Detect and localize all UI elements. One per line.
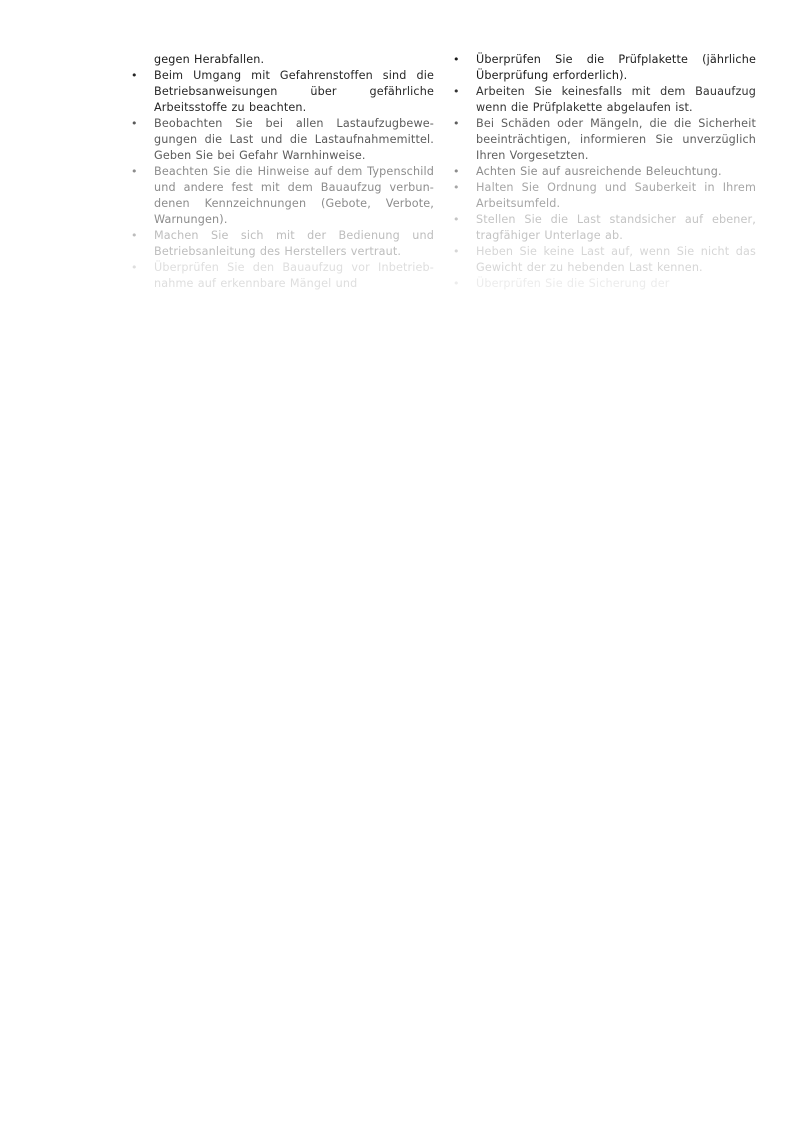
list-item-text: Beachten Sie die Hinweise auf dem Typenschild und andere fest mit dem Bauaufzug verbun-denen Kennzeichnungen (Gebote, Verbote, Warnungen). [154,165,434,226]
list-item [453,212,756,244]
bullet-icon: • [453,277,460,290]
list-item-text: Machen Sie sich mit der Bedienung und Betriebsanleitung des Herstellers vertraut. [154,229,434,258]
bullet-icon: • [453,245,460,258]
list-item-text: Achten Sie auf ausreichende Beleuchtung. [476,165,722,178]
list-item [131,228,434,260]
bullet-icon: • [131,261,138,274]
list-item [131,164,434,228]
list-item-text: Beim Umgang mit Gefahrenstoffen sind die Betriebsanweisungen über gefährliche Arbeitsstoffe zu beachten. [154,69,434,114]
list-item-text: Beobachten Sie bei allen Lastaufzugbewe-gungen die Last und die Lastaufnahmemittel. Geben Sie bei Gefahr Warnhinweise. [154,117,434,162]
bullet-icon: • [131,165,138,178]
list-item-text: Arbeiten Sie keinesfalls mit dem Bauaufzug wenn die Prüfplakette abgelaufen ist. [476,85,756,114]
list-item-text: Halten Sie Ordnung und Sauberkeit in Ihrem Arbeitsumfeld. [476,181,756,210]
list-item [131,68,434,116]
list-item [453,116,756,164]
bullet-icon: • [453,53,460,66]
list-item [131,116,434,164]
list-item-text: Heben Sie keine Last auf, wenn Sie nicht das Gewicht der zu hebenden Last kennen. [476,245,756,274]
bullet-icon: • [131,229,138,242]
bullet-icon: • [131,69,138,82]
list-item [453,84,756,116]
list-item [453,180,756,212]
list-item-text: Überprüfen Sie die Sicherung der [476,277,670,290]
list-item [154,52,434,68]
list-item [453,276,756,292]
bullet-icon: • [453,213,460,226]
right-column-list [453,52,756,292]
list-item-text: Überprüfen Sie die Prüfplakette (jährliche Überprüfung erforderlich). [476,53,756,82]
list-item [453,244,756,276]
bullet-icon: • [453,117,460,130]
list-item-text: Überprüfen Sie den Bauaufzug vor Inbetrieb-nahme auf erkennbare Mängel und [154,261,434,290]
list-item-text: gegen Herabfallen. [154,53,265,66]
list-item [453,52,756,84]
bullet-icon: • [131,117,138,130]
list-item-text: Bei Schäden oder Mängeln, die die Sicherheit beeinträchtigen, informieren Sie unverzüglich Ihren Vorgesetzten. [476,117,756,162]
bullet-icon: • [453,85,460,98]
list-item [453,164,756,180]
left-column-list [131,52,434,292]
list-item [131,260,434,292]
list-item-text: Stellen Sie die Last standsicher auf ebener, tragfähiger Unterlage ab. [476,213,756,242]
bullet-icon: • [453,165,460,178]
bullet-icon: • [453,181,460,194]
